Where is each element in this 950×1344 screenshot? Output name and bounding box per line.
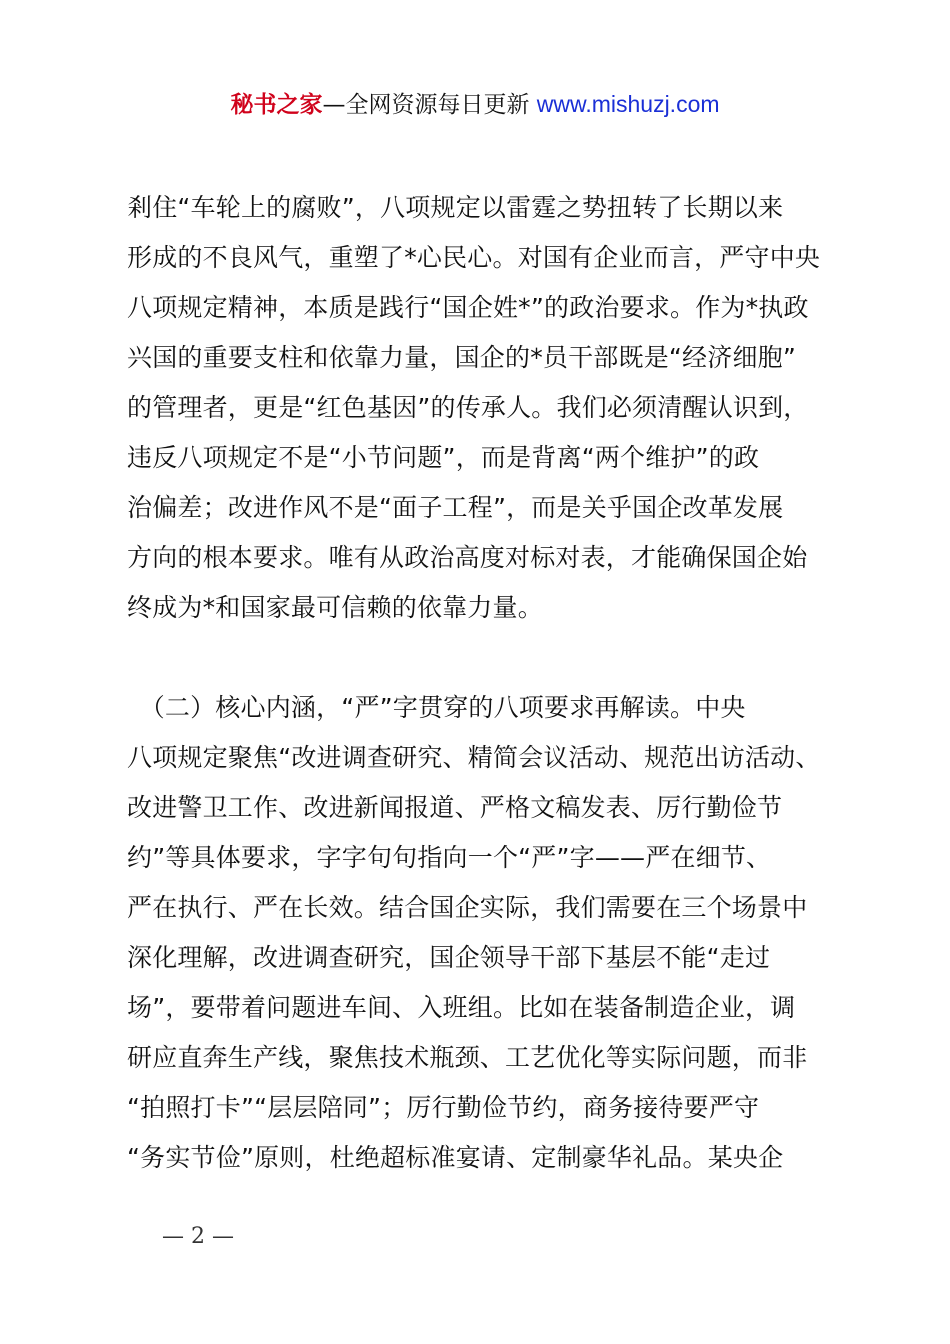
site-url-link[interactable]: www.mishuzj.com: [536, 91, 720, 117]
paragraph-1: [127, 183, 847, 633]
text-line: 改进警卫工作、改进新闻报道、严格文稿发表、厉行勤俭节: [127, 793, 783, 822]
text-line: 形成的不良风气，重塑了*心民心。对国有企业而言，严守中央: [127, 243, 821, 272]
text-line: 研应直奔生产线，聚焦技术瓶颈、工艺优化等实际问题，而非: [127, 1043, 808, 1072]
text-line: 剎住“车轮上的腐败”，八项规定以雷霆之势扭转了长期以来: [127, 193, 784, 222]
text-line: 深化理解，改进调查研究，国企领导干部下基层不能“走过: [127, 943, 771, 972]
text-line: 约”等具体要求，字字句句指向一个“严”字——严在细节、: [127, 843, 772, 872]
text-line: 终成为*和国家最可信赖的依靠力量。: [127, 593, 543, 622]
text-line: 八项规定精神，本质是践行“国企姓*”的政治要求。作为*执政: [127, 293, 809, 322]
text-line: 方向的根本要求。唯有从政治高度对标对表，才能确保国企始: [127, 543, 808, 572]
paragraph-spacer: [127, 633, 847, 683]
text-line: 违反八项规定不是“小节问题”，而是背离“两个维护”的政: [127, 443, 760, 472]
document-body: [127, 183, 847, 1183]
text-line: 兴国的重要支柱和依靠力量，国企的*员干部既是“经济细胞”: [127, 343, 797, 372]
site-slogan: —全网资源每日更新: [322, 92, 537, 118]
site-header: [0, 86, 950, 123]
text-line: 八项规定聚焦“改进调查研究、精简会议活动、规范出访活动、: [127, 743, 821, 772]
text-line: （二）核心内涵，“严”字贯穿的八项要求再解读。中央: [127, 693, 746, 722]
page-number: — 2 —: [162, 1224, 234, 1249]
text-line: 严在执行、严在长效。结合国企实际，我们需要在三个场景中: [127, 893, 808, 922]
brand-name: 秘书之家: [230, 92, 323, 118]
text-line: “拍照打卡”“层层陪同”；厉行勤俭节约，商务接待要严守: [127, 1093, 760, 1122]
paragraph-2: [127, 683, 847, 1183]
text-line: “务实节俭”原则，杜绝超标准宴请、定制豪华礼品。某央企: [127, 1143, 784, 1172]
text-line: 的管理者，更是“红色基因”的传承人。我们必须清醒认识到，: [127, 393, 809, 422]
text-line: 场”，要带着问题进车间、入班组。比如在装备制造企业，调: [127, 993, 796, 1022]
text-line: 治偏差；改进作风不是“面子工程”，而是关乎国企改革发展: [127, 493, 784, 522]
